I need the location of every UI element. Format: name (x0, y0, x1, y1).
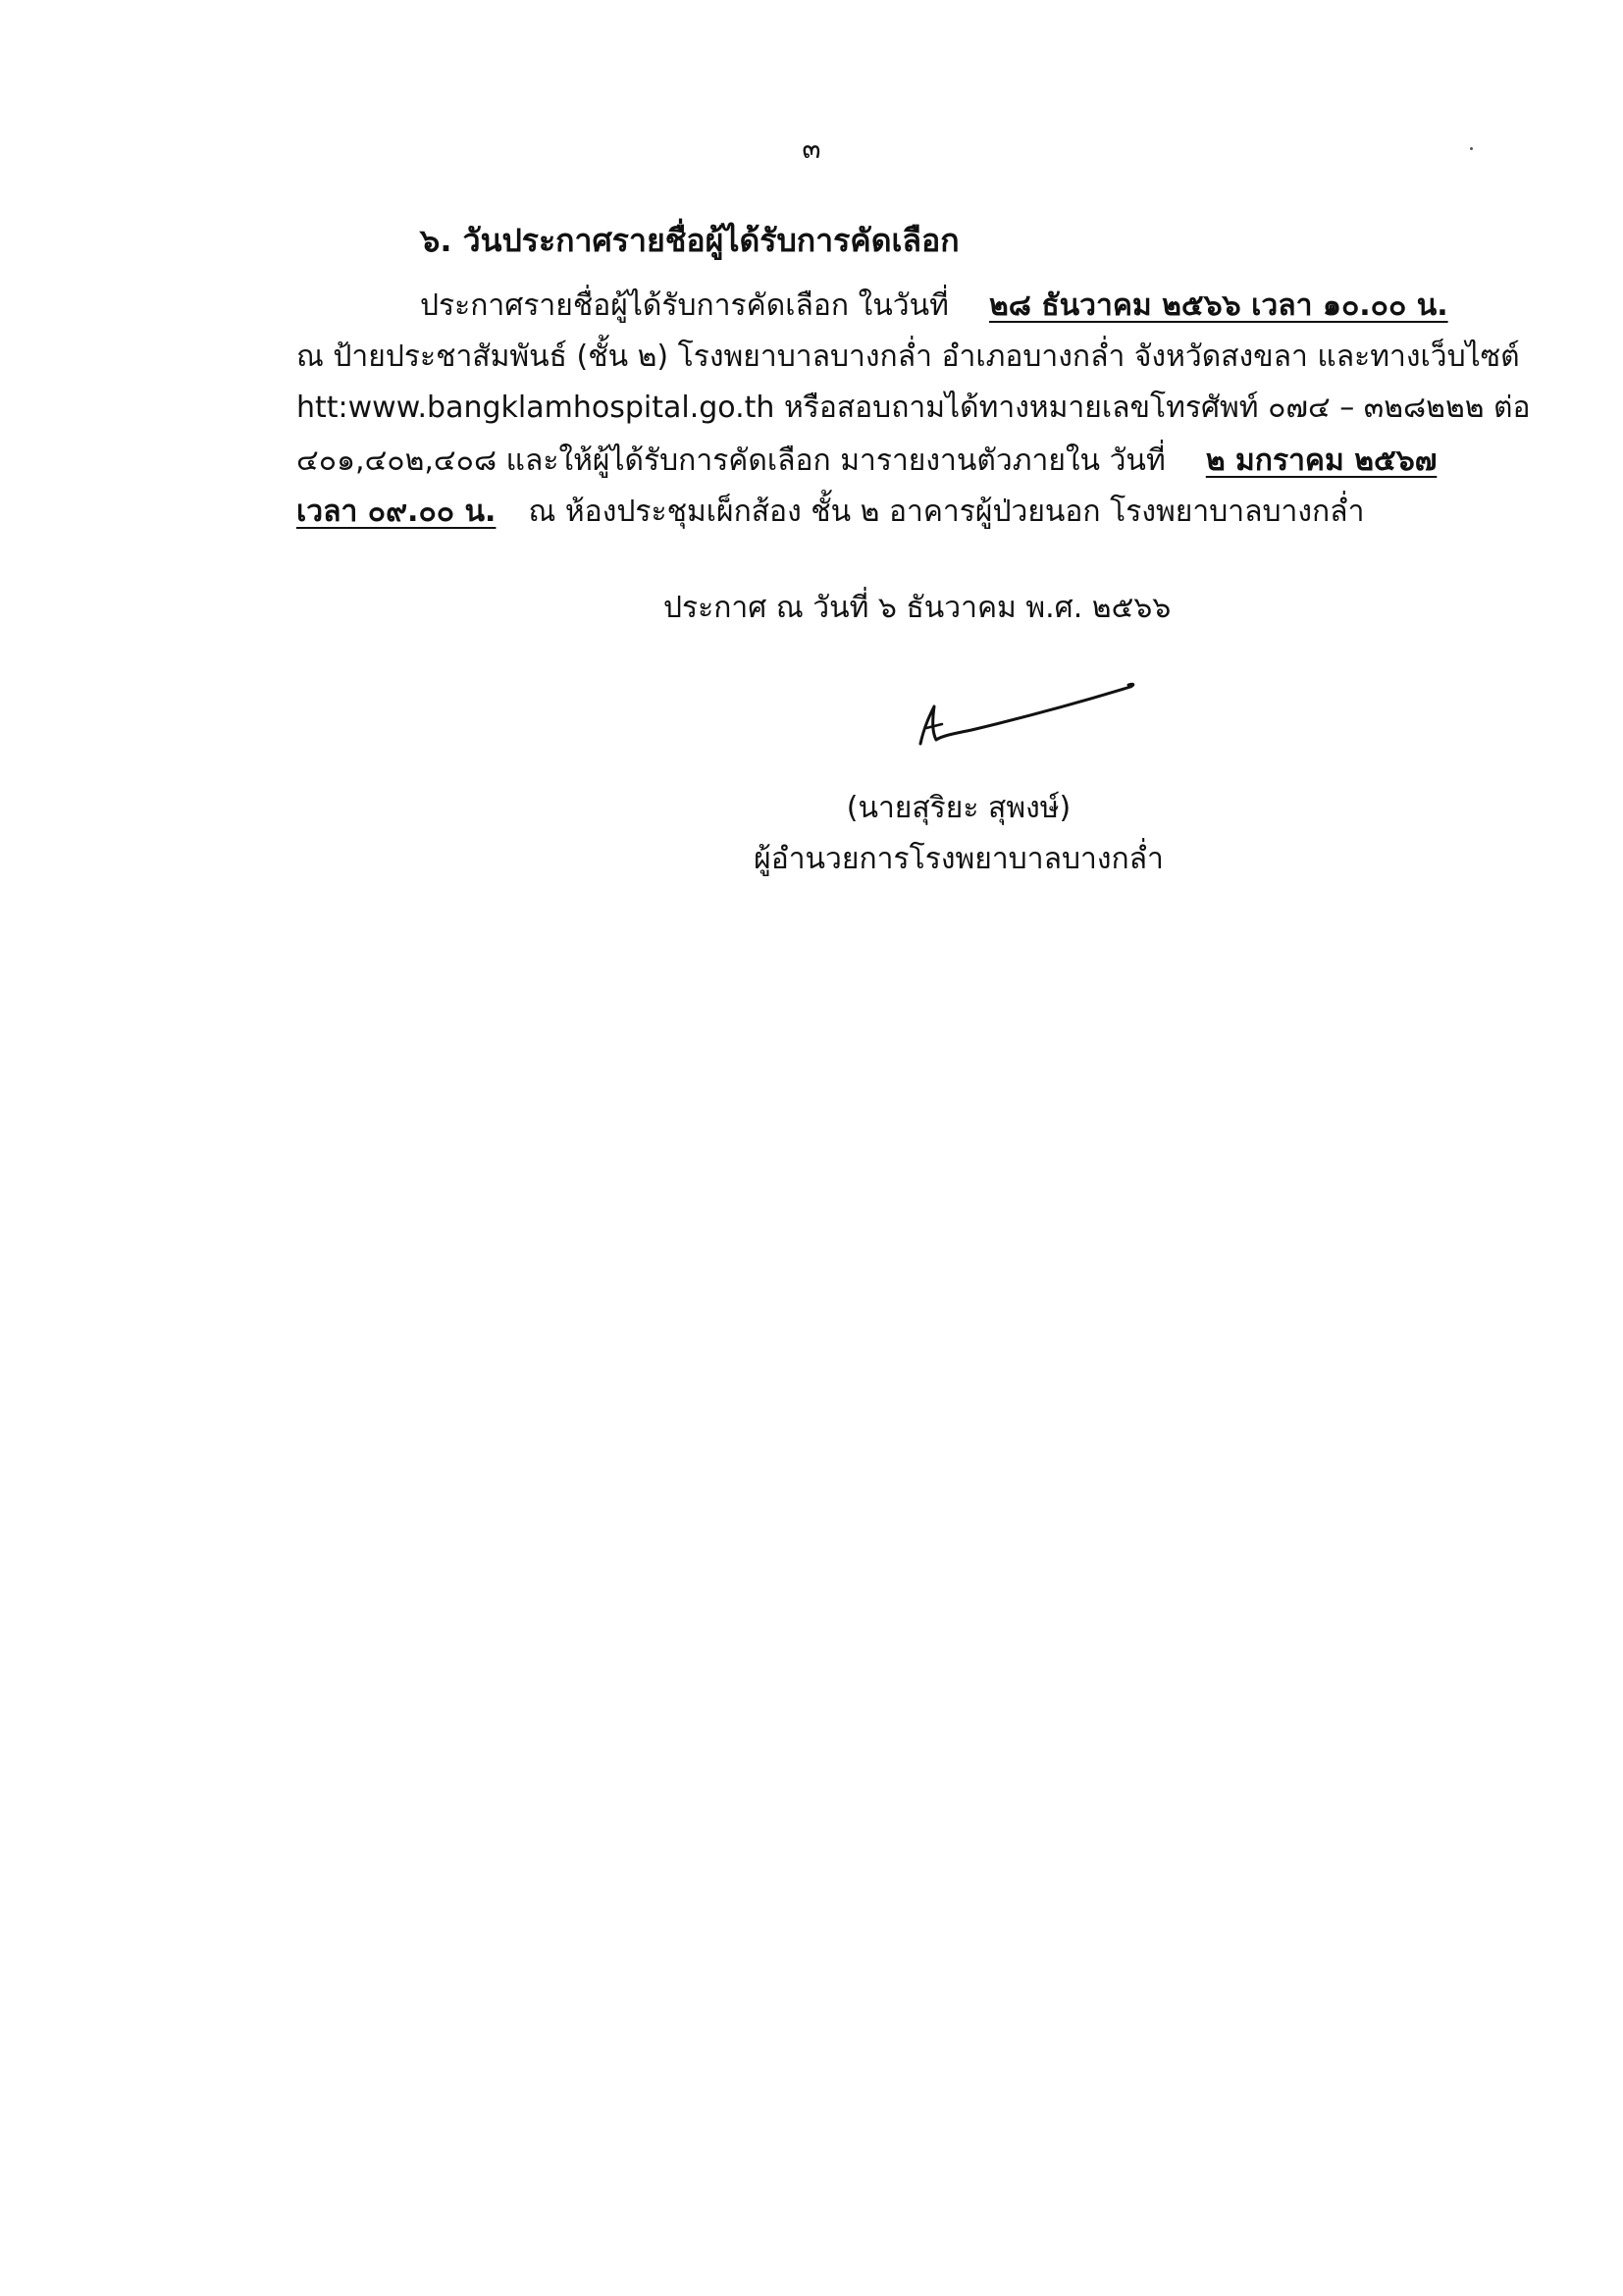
report-time: เวลา ๐๙.๐๐ น. (296, 495, 497, 529)
page-number: ๓ (802, 132, 821, 165)
section-heading: ๖. วันประกาศรายชื่อผู้ได้รับการคัดเลือก (420, 222, 960, 259)
announce-date: ๒๘ ธันวาคม ๒๕๖๖ เวลา ๑๐.๐๐ น. (988, 288, 1448, 323)
report-intro: ๔๐๑,๔๐๒,๔๐๘ และให้ผู้ได้รับการคัดเลือก มารายงานตัวภายใน วันที่ (296, 444, 1166, 478)
signatory-title: ผู้อำนวยการโรงพยาบาลบางกล่ำ (754, 842, 1164, 876)
paragraph-line-1 (420, 283, 1448, 329)
report-location: ณ ห้องประชุมเผ็กส้อง ชั้น ๒ อาคารผู้ป่วยนอก โรงพยาบาลบางกล่ำ (528, 495, 1365, 529)
report-date: ๒ มกราคม ๒๕๖๗ (1205, 444, 1438, 478)
announce-intro: ประกาศรายชื่อผู้ได้รับการคัดเลือก ในวันที่ (420, 288, 949, 323)
signature-image (913, 667, 1138, 756)
signatory-name: (นายสุริยะ สุพงษ์) (846, 791, 1072, 825)
paragraph-line-5 (296, 489, 1364, 535)
paragraph-line-2: ณ ป้ายประชาสัมพันธ์ (ชั้น ๒) โรงพยาบาลบางกล่ำ อำเภอบางกล่ำ จังหวัดสงขลา และทางเว็บไซต์ (296, 339, 1520, 374)
paragraph-line-4 (296, 438, 1437, 484)
scan-speck (1470, 147, 1473, 150)
paragraph-line-3: htt:www.bangklamhospital.go.th หรือสอบถามได้ทางหมายเลขโทรศัพท์ ๐๗๔ – ๓๒๘๒๒๒ ต่อ (296, 391, 1531, 425)
announcement-date: ประกาศ ณ วันที่ ๖ ธันวาคม พ.ศ. ๒๕๖๖ (663, 591, 1172, 625)
